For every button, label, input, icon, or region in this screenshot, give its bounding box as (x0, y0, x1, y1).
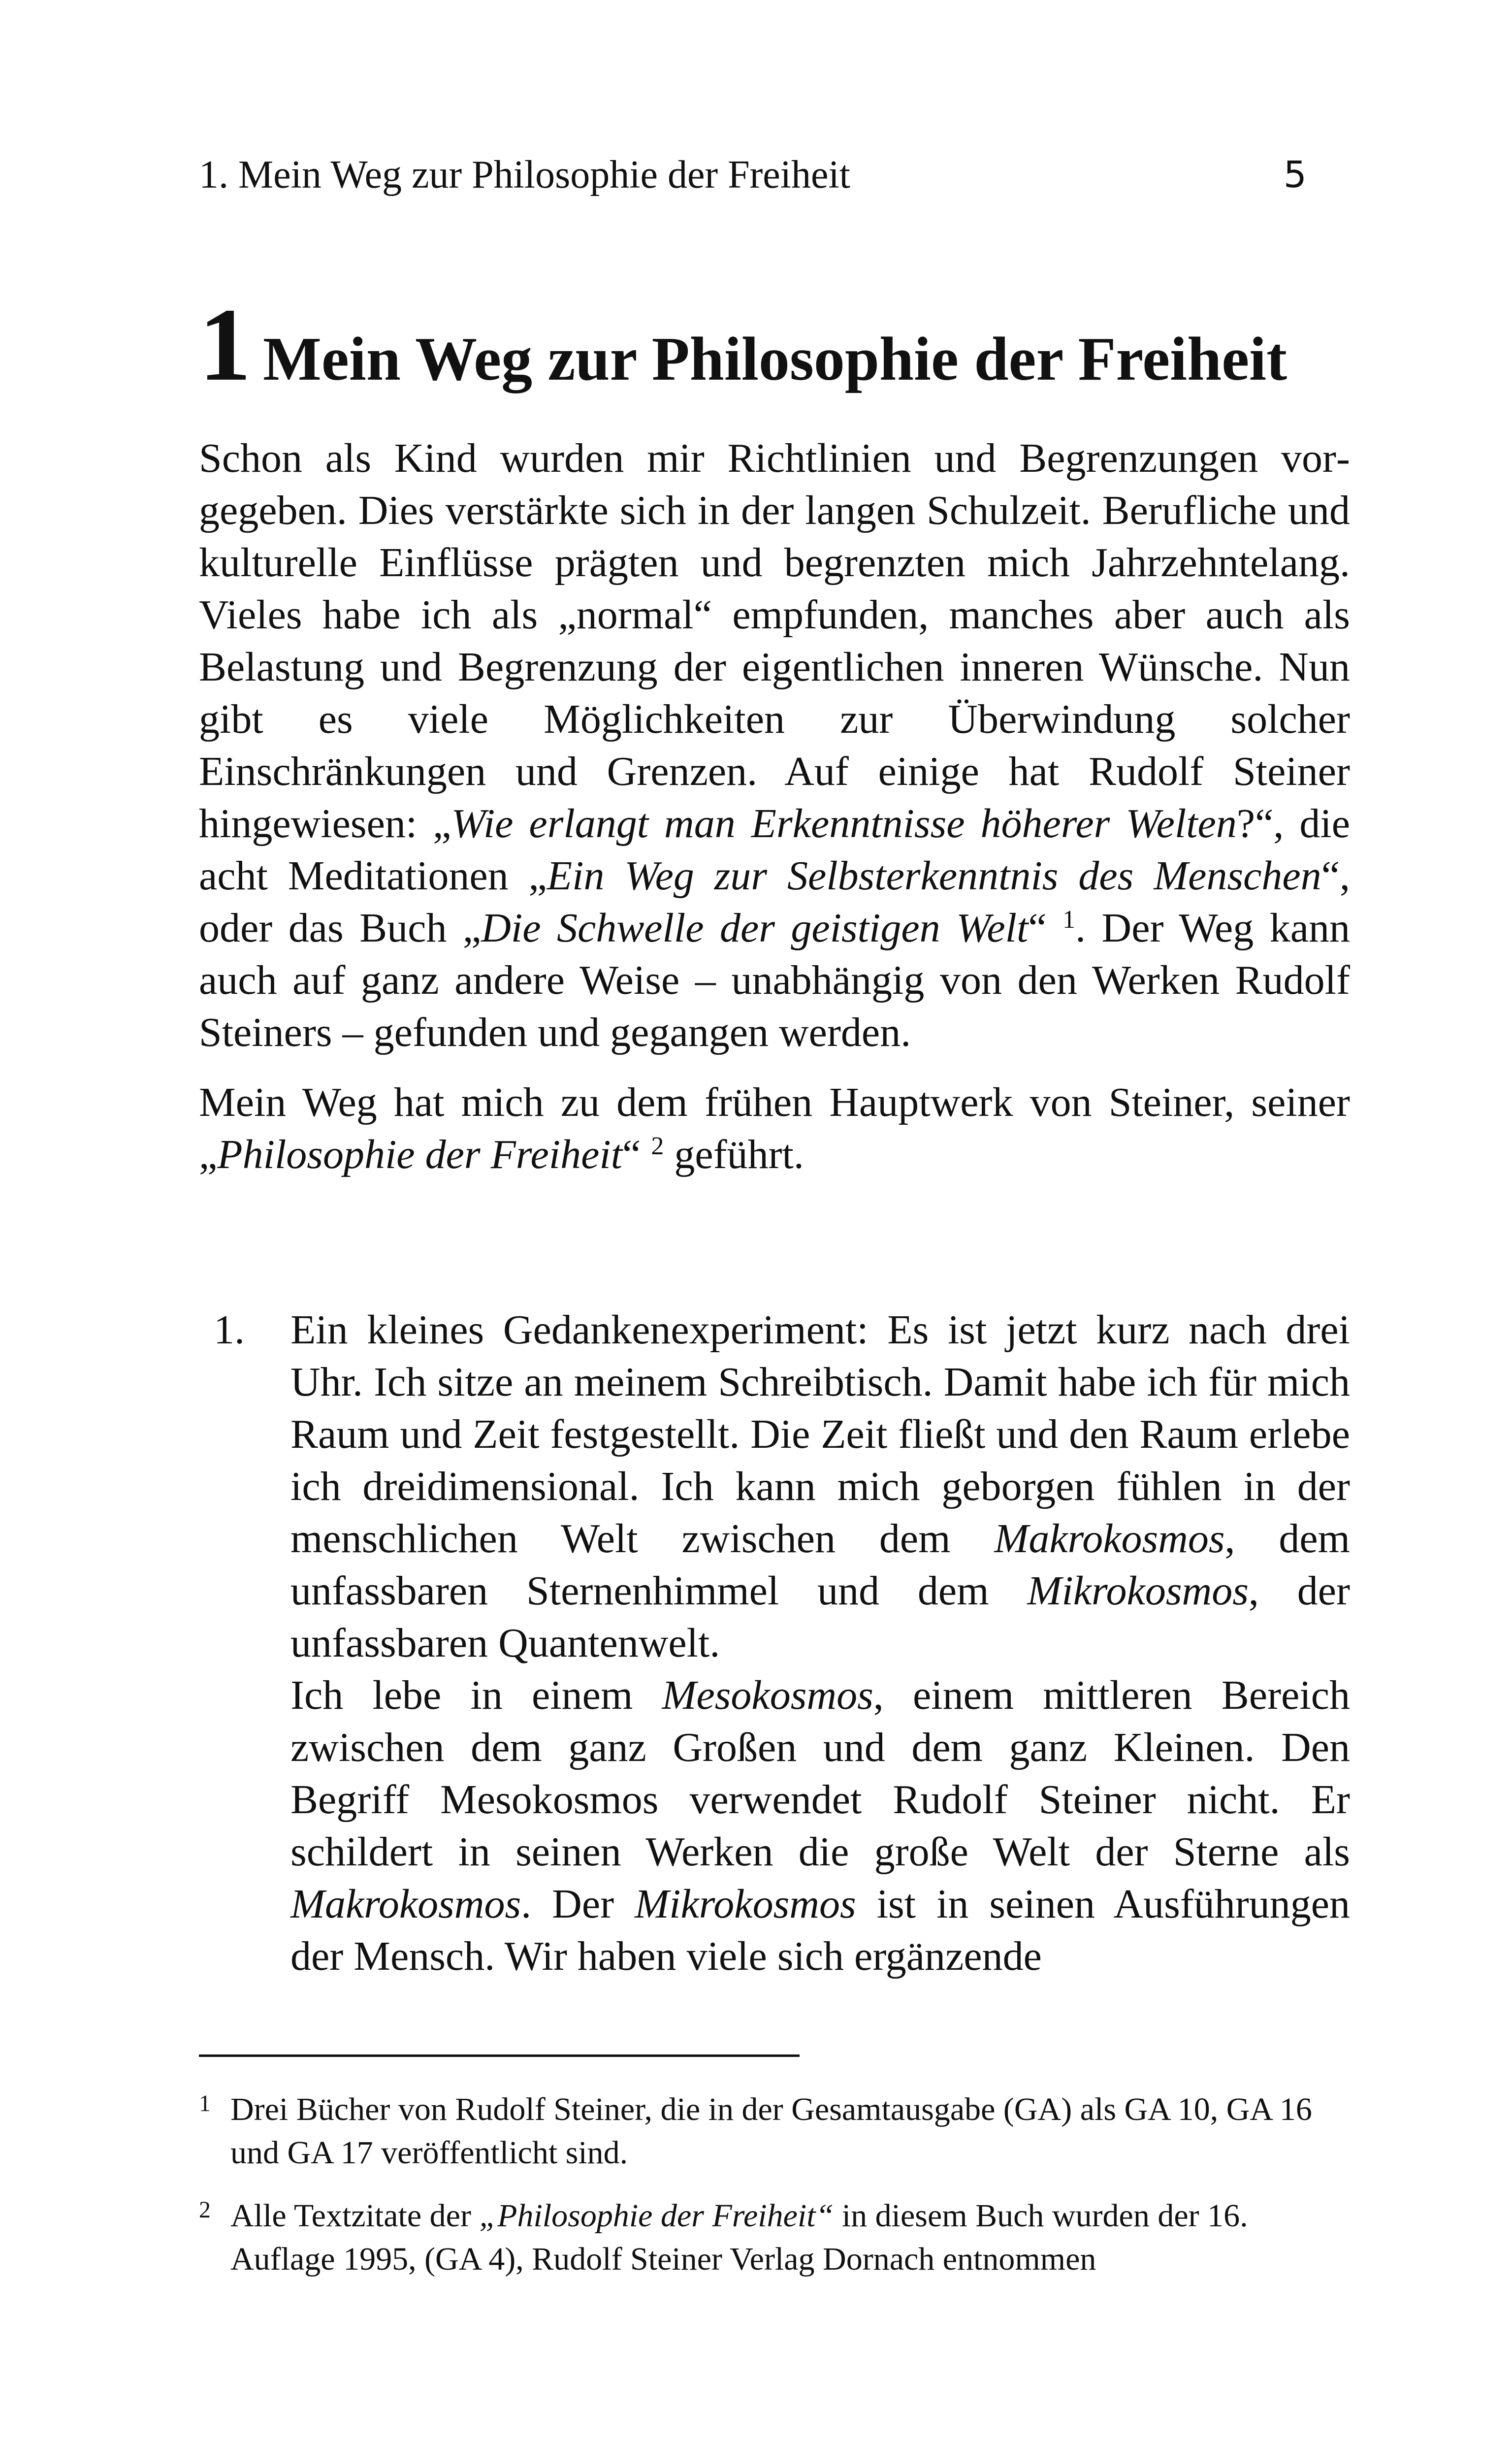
text-run: “, oder das Buch „ (199, 853, 1350, 951)
footnote-ref[interactable]: 1 (1062, 906, 1076, 934)
page-number: 5 (1283, 154, 1307, 196)
footnote-1 (199, 2088, 1350, 2175)
emphasis: Makrokosmos (290, 1881, 521, 1927)
paragraph-2 (199, 1076, 1350, 1181)
book-title: Philosophie der Freiheit (217, 1132, 623, 1177)
running-head (199, 148, 1307, 207)
footnote-divider (199, 2054, 800, 2057)
chapter-title: Mein Weg zur Philosophie der Freiheit (263, 325, 1287, 393)
emphasis: Mesokosmos (662, 1672, 873, 1718)
book-title: „Philosophie der Freiheit“ (479, 2198, 834, 2234)
text-run: “ (1028, 905, 1063, 951)
text-run: ?“, die acht Meditationen „ (199, 801, 1351, 899)
numbered-list (199, 1304, 1350, 1983)
emphasis: Mikrokosmos (1027, 1568, 1249, 1614)
footnotes (199, 2088, 1350, 2301)
text-run: , der unfassbaren Quantenwelt. (290, 1568, 1350, 1666)
text-run: , einem mittleren Bereich zwischen dem ganz Großen und dem ganz Kleinen. Den Begriff Mesokosmos verwendet Rudolf Steiner nicht. Er schildert in seinen Werken die große Welt der Sterne als (290, 1672, 1350, 1875)
footnote-ref[interactable]: 2 (651, 1132, 664, 1160)
text-run: Ein kleines Gedankenexperiment: Es ist jetzt kurz nach drei Uhr. Ich sitze an meinem Schreibtisch. Damit habe ich für mich Raum und Zeit festgestellt. Die Zeit fließt und den Raum erlebe ich dreidimensional. Ich kann mich geborgen fühlen in der menschlichen Welt zwischen dem (290, 1307, 1350, 1562)
book-title: Wie erlangt man Erkenntnisse höherer Welten (451, 801, 1237, 847)
text-run: . Der Weg kann auch auf ganz andere Weise – unabhängig von den Werken Rudolf Steiners – gefunden und gegangen werden. (199, 905, 1350, 1055)
text-run: Mein Weg hat mich zu dem frühen Hauptwerk von Steiner, seiner „ (199, 1079, 1350, 1177)
emphasis: Mikrokosmos (635, 1881, 856, 1927)
text-run: Schon als Kind wurden mir Richtlinien und Begrenzungen vorgegeben. Dies verstärkte sich in der langen Schulzeit. Berufliche und kulturelle Einflüsse prägten und begrenzten mich Jahrzehntelang. Vieles habe ich als „normal“ empfunden, manches aber auch als Belastung und Begrenzung der eigentlichen inneren Wünsche. Nun gibt es viele Möglichkeiten zur Überwindung solcher Einschränkungen und Grenzen. Auf einige hat Rudolf Steiner hingewiesen: „ (199, 435, 1350, 847)
footnote-mark: 1 (199, 2090, 211, 2117)
paragraph-1 (199, 432, 1350, 1059)
list-marker: 1. (214, 1307, 245, 1353)
list-paragraph-1 (290, 1304, 1350, 1669)
body-text (199, 432, 1350, 1199)
text-run: in diesem Buch wurden der 16. Auflage 1995, (GA 4), Rudolf Steiner Verlag Dornach entnommen (230, 2198, 1248, 2277)
running-head-title: 1. Mein Weg zur Philosophie der Freiheit (199, 153, 850, 196)
book-title: Ein Weg zur Selbsterkenntnis des Menschen (547, 853, 1321, 899)
footnote-text: Drei Bücher von Rudolf Steiner, die in der Gesamtausgabe (GA) als GA 10, GA 16 und GA 17 veröffentlicht sind. (230, 2091, 1312, 2171)
footnote-mark: 2 (199, 2197, 211, 2223)
text-run: , dem unfassbaren Sternenhimmel und dem (290, 1516, 1350, 1614)
list-item (199, 1304, 1350, 1983)
text-run: “ (622, 1132, 651, 1177)
footnote-2 (199, 2194, 1350, 2281)
chapter-number: 1 (199, 287, 251, 402)
text-run: Alle Textzitate der (230, 2198, 480, 2234)
list-paragraph-2 (290, 1669, 1350, 1983)
text-run: ist in seinen Ausführungen der Mensch. Wir haben viele sich ergänzende (290, 1881, 1350, 1979)
chapter-heading (199, 287, 1356, 432)
emphasis: Makrokosmos (994, 1516, 1225, 1562)
footnote-text (230, 2194, 1350, 2281)
book-title: Die Schwelle der geistigen Welt (481, 905, 1029, 951)
text-run: Ich lebe in einem (290, 1672, 662, 1718)
text-run: geführt. (664, 1132, 804, 1177)
text-run: . Der (521, 1881, 635, 1927)
